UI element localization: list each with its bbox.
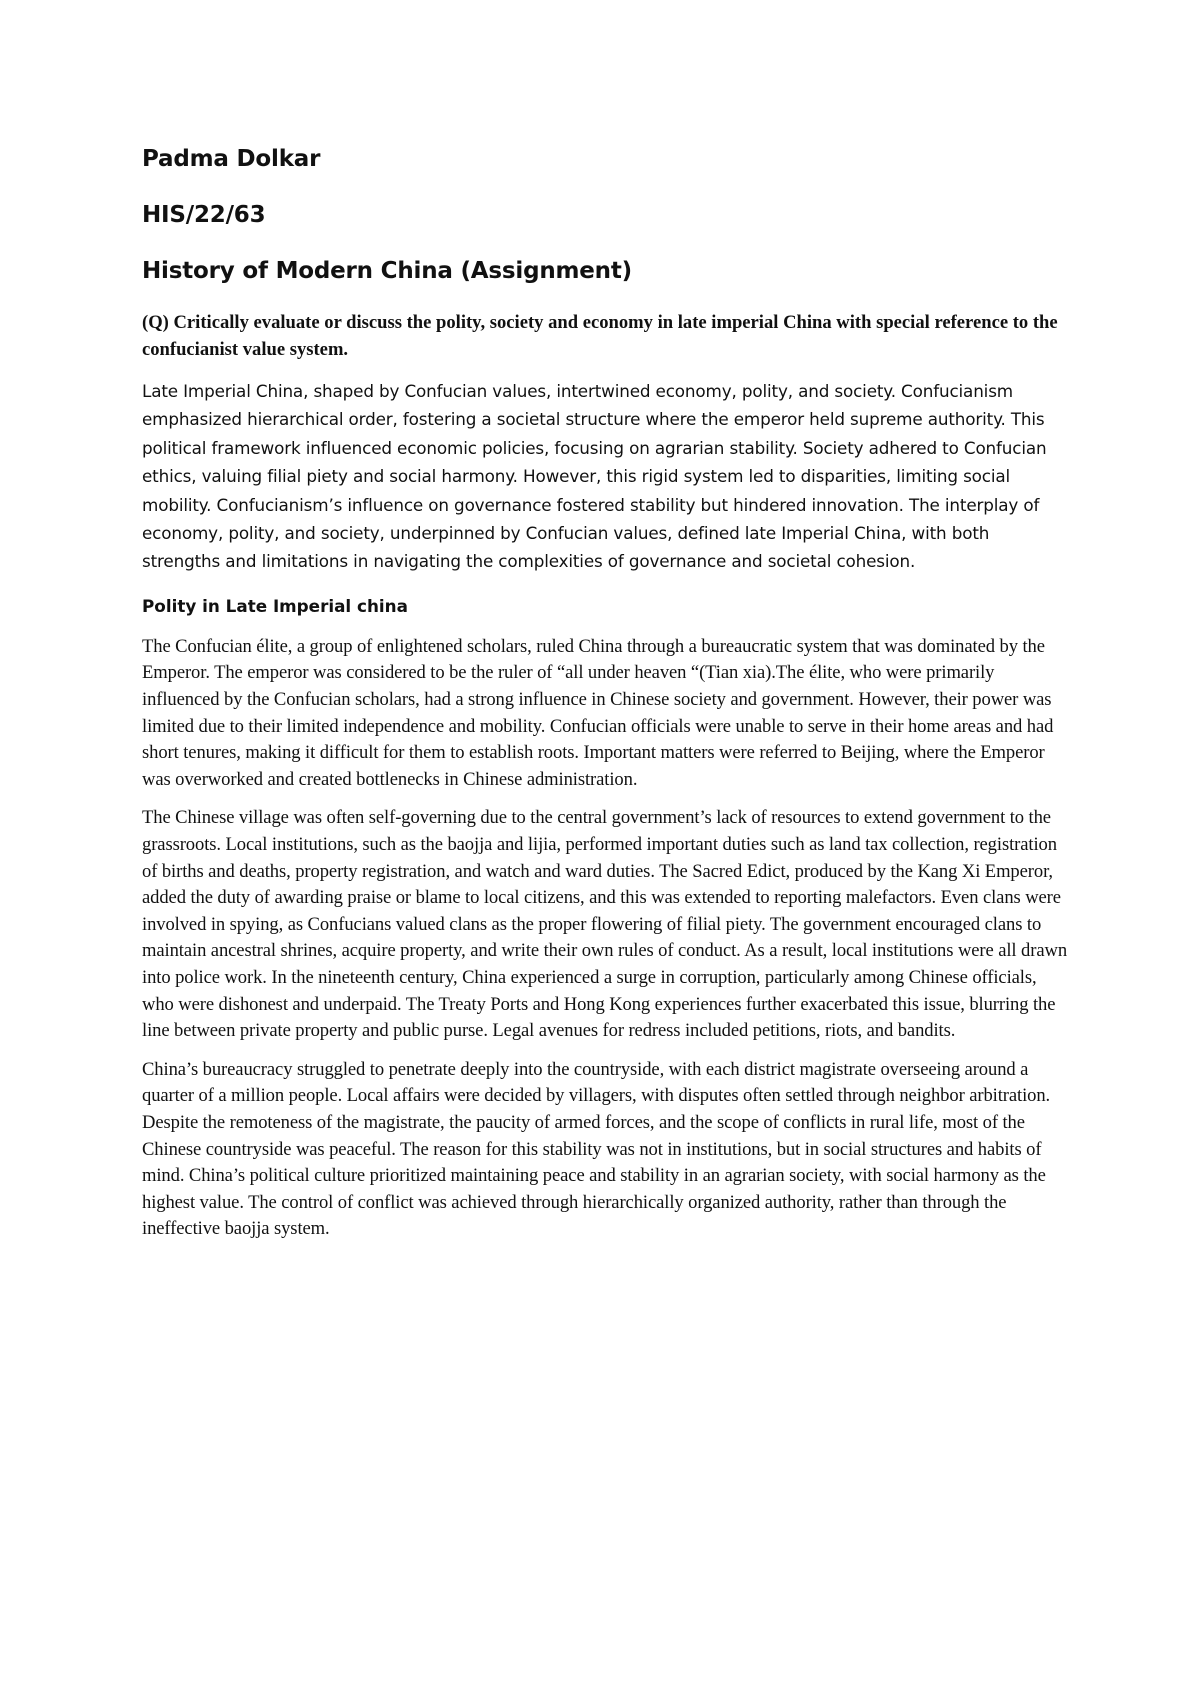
- section-heading: Polity in Late Imperial china: [142, 595, 408, 616]
- body-paragraph-1: The Confucian élite, a group of enlightened scholars, ruled China through a bureaucratic system that was dominated by the Emperor. The emperor was considered to be the ruler of “all under heaven “(Tian xia).The élite, who were primarily influenced by the Confucian scholars, had a strong influence in Chinese society and government. However, their power was limited due to their limited independence and mobility. Confucian officials were unable to serve in their home areas and had short tenures, making it difficult for them to establish roots. Important matters were referred to Beijing, where the Emperor was overworked and created bottlenecks in Chinese administration.: [142, 635, 1054, 790]
- intro-paragraph: Late Imperial China, shaped by Confucian values, intertwined economy, polity, and society. Confucianism emphasized hierarchical order, fostering a societal structure where the emperor held supreme authority. This political framework influenced economic policies, focusing on agrarian stability. Society adhered to Confucian ethics, valuing filial piety and social harmony. However, this rigid system led to disparities, limiting social mobility. Confucianism’s influence on governance fostered stability but hindered innovation. The interplay of economy, polity, and society, underpinned by Confucian values, defined late Imperial China, with both strengths and limitations in navigating the complexities of governance and societal cohesion.: [142, 381, 1047, 572]
- body-paragraph-2: The Chinese village was often self-governing due to the central government’s lack of resources to extend government to the grassroots. Local institutions, such as the baojja and lijia, performed important duties such as land tax collection, registration of births and deaths, property registration, and watch and ward duties. The Sacred Edict, produced by the Kang Xi Emperor, added the duty of awarding praise or blame to local citizens, and this was extended to reporting malefactors. Even clans were involved in spying, as Confucians valued clans as the proper flowering of filial piety. The government encouraged clans to maintain ancestral shrines, acquire property, and write their own rules of conduct. As a result, local institutions were all drawn into police work. In the nineteenth century, China experienced a surge in corruption, particularly among Chinese officials, who were dishonest and underpaid. The Treaty Ports and Hong Kong experiences further exacerbated this issue, blurring the line between private property and public purse. Legal avenues for redress included petitions, riots, and bandits.: [142, 807, 1068, 1042]
- document-body: [142, 143, 1072, 1255]
- assignment-title: History of Modern China (Assignment): [142, 258, 632, 284]
- body-paragraph-3: China’s bureaucracy struggled to penetrate deeply into the countryside, with each district magistrate overseeing around a quarter of a million people. Local affairs were decided by villagers, with disputes often settled through neighbor arbitration. Despite the remoteness of the magistrate, the paucity of armed forces, and the scope of conflicts in rural life, most of the Chinese countryside was peaceful. The reason for this stability was not in institutions, but in social structures and habits of mind. China’s political culture prioritized maintaining peace and stability in an agrarian society, with social harmony as the highest value. The control of conflict was achieved through hierarchically organized authority, rather than through the ineffective baojja system.: [142, 1058, 1051, 1240]
- roll-number: HIS/22/63: [142, 202, 266, 228]
- author-name: Padma Dolkar: [142, 146, 321, 172]
- assignment-question: (Q) Critically evaluate or discuss the polity, society and economy in late imperial China with special reference to the confucianist value system.: [142, 312, 1058, 360]
